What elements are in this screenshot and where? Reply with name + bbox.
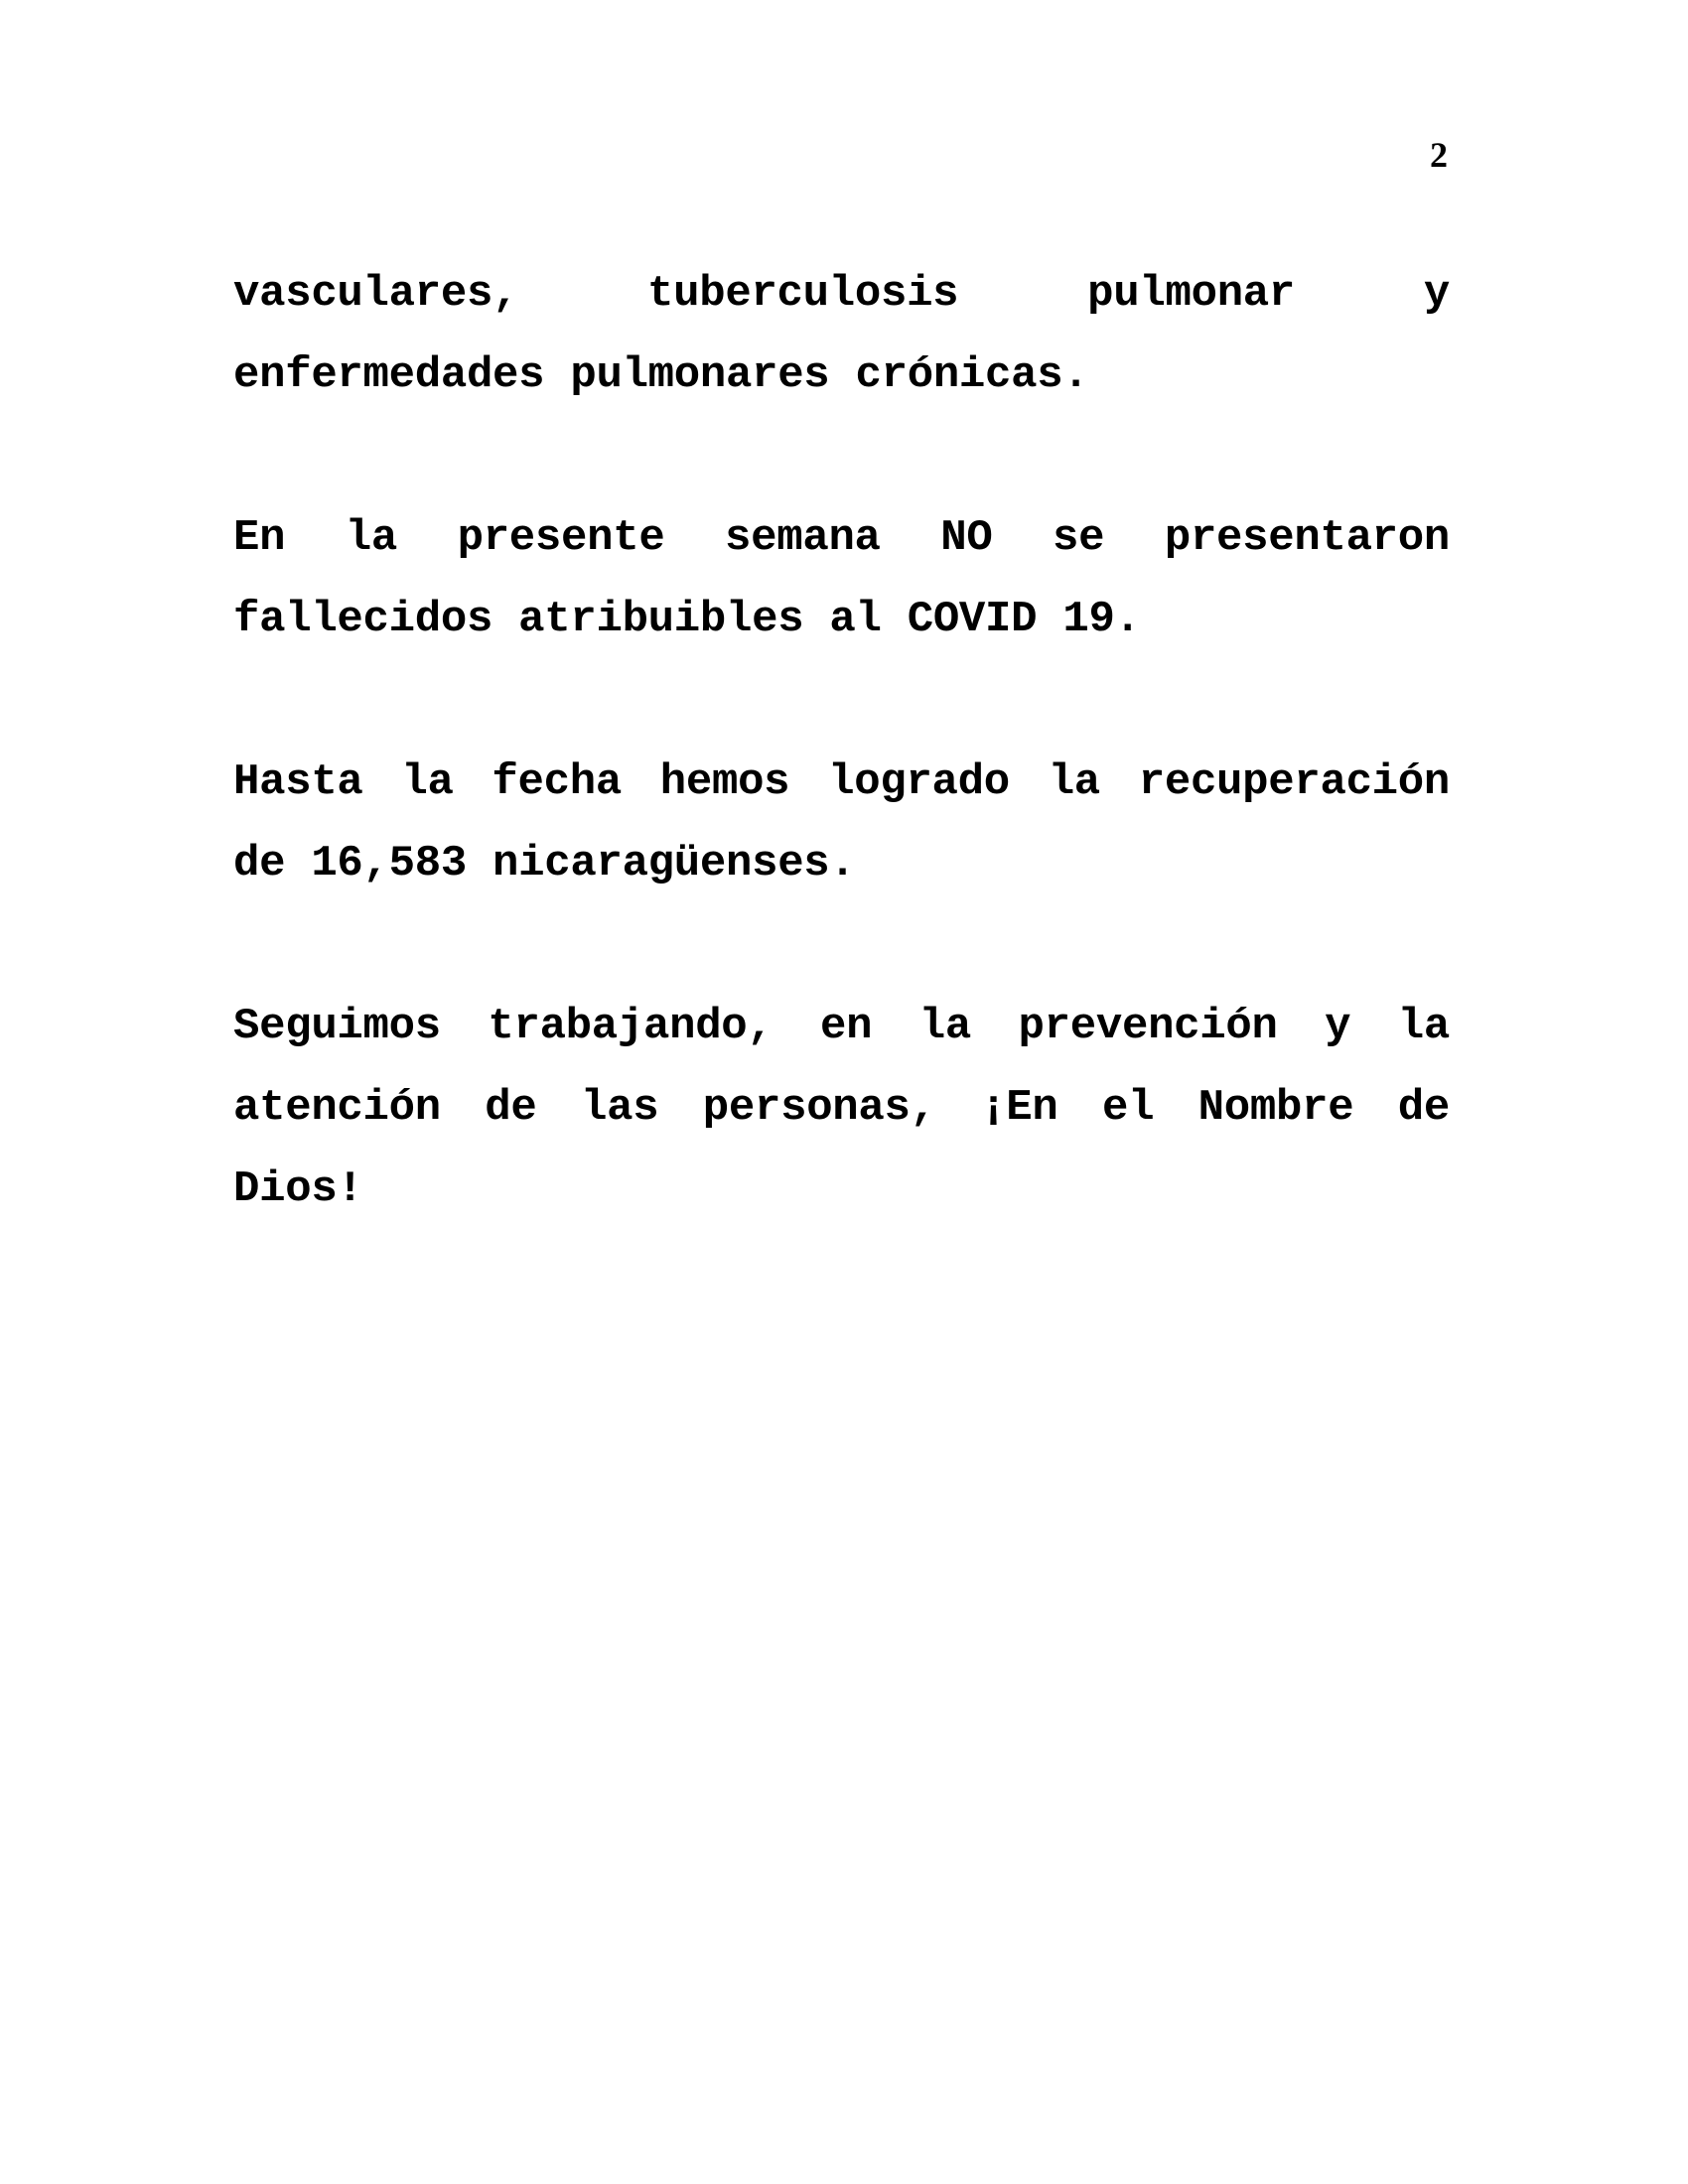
- page-number: 2: [1430, 135, 1448, 175]
- document-body: [233, 253, 1450, 1311]
- paragraph-closing: Seguimos trabajando, en la prevención y la atención de las personas, ¡En el Nombre de Dios!: [233, 1002, 1450, 1214]
- paragraph-comorbidities: vasculares, tuberculosis pulmonar y enfermedades pulmonares crónicas.: [233, 269, 1450, 400]
- paragraph-deaths: En la presente semana NO se presentaron fallecidos atribuibles al COVID 19.: [233, 513, 1450, 644]
- paragraph-recoveries: Hasta la fecha hemos logrado la recuperación de 16,583 nicaragüenses.: [233, 757, 1450, 888]
